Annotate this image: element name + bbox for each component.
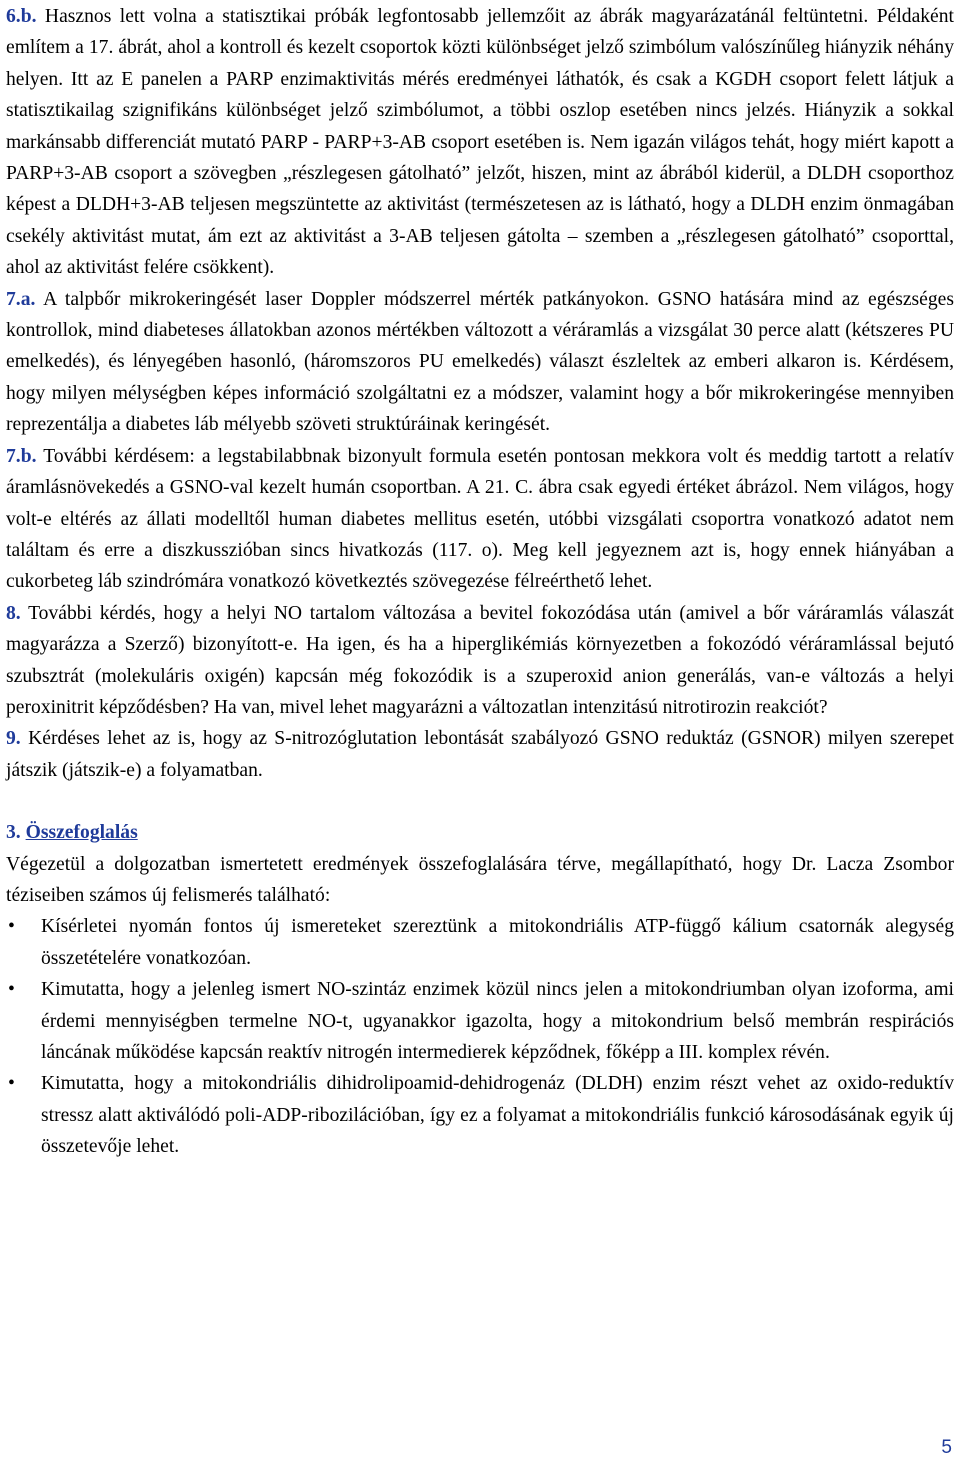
- section-intro: Végezetül a dolgozatban ismertetett eredmények összefoglalására térve, megállapítható, hogy Dr. Lacza Zsombor téziseiben számos új felismerés található:: [6, 853, 954, 906]
- document-page: [6, 1, 954, 1163]
- bullet-icon: •: [8, 979, 15, 1001]
- paragraph-text: További kérdésem: a legstabilabbnak bizonyult formula esetén pontosan mekkora volt és meddig tartott a relatív áramlásnövekedés a GSNO-val kezelt humán csoportban. A 21. C. ábra csak egyedi értéket ábrázol. Nem világos, hogy volt-e eltérés az állati modelltől human diabetes mellitus esetén, utóbbi vizsgálati csoportra vonatkozó adatot nem találtam és erre a diszkusszióban sincs hivatkozás (117. o). Meg kell jegyeznem azt is, hogy ennek hiányában a cukorbeteg láb szindrómára vonatkozó következtés szövegezése félreérthető lehet.: [6, 445, 954, 593]
- paragraph-7b: [6, 441, 954, 598]
- list-item: [6, 1068, 954, 1162]
- list-item: [6, 974, 954, 1068]
- bullet-icon: •: [8, 1073, 15, 1095]
- section-number: 3.: [6, 822, 21, 844]
- paragraph-8: [6, 598, 954, 724]
- paragraph-6b: [6, 1, 954, 284]
- item-number: 8.: [6, 602, 21, 624]
- paragraph-7a: [6, 284, 954, 441]
- list-item-text: Kimutatta, hogy a mitokondriális dihidrolipoamid-dehidrogenáz (DLDH) enzim részt vehet az oxido-reduktív stressz alatt aktiválódó poli-ADP-ribozilációban, így ez a folyamat a mitokondriális funkció károsodásának egyik új összetevője lehet.: [41, 1073, 954, 1158]
- paragraph-text: Kérdéses lehet az is, hogy az S-nitrozóglutation lebontását szabályozó GSNO reduktáz (GSNOR) milyen szerepet játszik (játszik-e) a folyamatban.: [6, 728, 954, 781]
- page-number: 5: [941, 1437, 952, 1458]
- bullet-icon: •: [8, 916, 15, 938]
- section-title: Összefoglalás: [25, 822, 138, 844]
- paragraph-9: [6, 723, 954, 786]
- item-number: 7.a.: [6, 288, 36, 310]
- item-number: 6.b.: [6, 6, 37, 27]
- list-item: [6, 911, 954, 974]
- item-number: 9.: [6, 728, 21, 750]
- bullet-list: [6, 911, 954, 1162]
- paragraph-text: További kérdés, hogy a helyi NO tartalom változása a bevitel fokozódása után (amivel a bőr váráramlás válaszát magyarázza a Szerző) bizonyított-e. Ha igen, és ha a hiperglikémiás környezetben a fokozódó véráramlással bejutó szubsztrát (molekuláris oxigén) kapcsán még fokozódik is a szuperoxid anion generálás, van-e változás a helyi peroxinitrit képződésben? Ha van, mivel lehet magyarázni a változatlan intenzitású nitrotirozin reakciót?: [6, 602, 954, 718]
- list-item-text: Kísérletei nyomán fontos új ismereteket szereztünk a mitokondriális ATP-függő kálium csatornák alegység összetételére vonatkozóan.: [41, 916, 954, 969]
- item-number: 7.b.: [6, 445, 37, 467]
- paragraph-text: Hasznos lett volna a statisztikai próbák legfontosabb jellemzőit az ábrák magyarázatánál feltüntetni. Példaként említem a 17. ábrát, ahol a kontroll és kezelt csoportok közti különbséget jelző szimbólum valószínűleg hiányzik néhány helyen. Itt az E panelen a PARP enzimaktivitás mérés eredményei láthatók, és csak a KGDH csoport felett látjuk a statisztikailag szignifikáns különbséget jelző szimbólumot, a többi oszlop esetében nincs jelzés. Hiányzik a sokkal markánsabb differenciát mutató PARP - PARP+3-AB csoport esetében is. Nem igazán világos tehát, hogy miért kapott a PARP+3-AB csoport a szövegben „részlegesen gátolható” jelzőt, hiszen, mint az ábrából kiderül, a DLDH csoporthoz képest a DLDH+3-AB teljesen megszüntette az aktivitást (természetesen az is látható, hogy a DLDH enzim önmagában csekély aktivitást mutat, ám ezt az aktivitást a 3-AB teljesen gátolta – szemben a „részlegesen gátolható” csoporttal, ahol az aktivitást felére csökkent).: [6, 6, 954, 279]
- section-heading: [6, 817, 954, 848]
- paragraph-text: A talpbőr mikrokeringését laser Doppler módszerrel mérték patkányokon. GSNO hatására mind az egészséges kontrollok, mind diabeteses állatokban azonos mértékben változott a véráramlás a vizsgálat 30 perce alatt (kétszeres PU emelkedés), és lényegében hasonló, (háromszoros PU emelkedés) választ észleltek az emberi alkaron is. Kérdésem, hogy milyen mélységben képes információ szolgáltatni ez a módszer, valamint hogy a bőr mikrokeringése mennyiben reprezentálja a diabetes láb mélyebb szöveti struktúráinak keringését.: [6, 288, 954, 436]
- list-item-text: Kimutatta, hogy a jelenleg ismert NO-szintáz enzimek közül nincs jelen a mitokondriumban olyan izoforma, ami érdemi mennyiségben termelne NO-t, ugyanakkor igazolta, hogy a mitokondrium belső membrán respirációs láncának működése kapcsán reaktív nitrogén intermedierek képződnek, főképp a III. komplex révén.: [41, 979, 954, 1063]
- section-spacer: [6, 786, 954, 817]
